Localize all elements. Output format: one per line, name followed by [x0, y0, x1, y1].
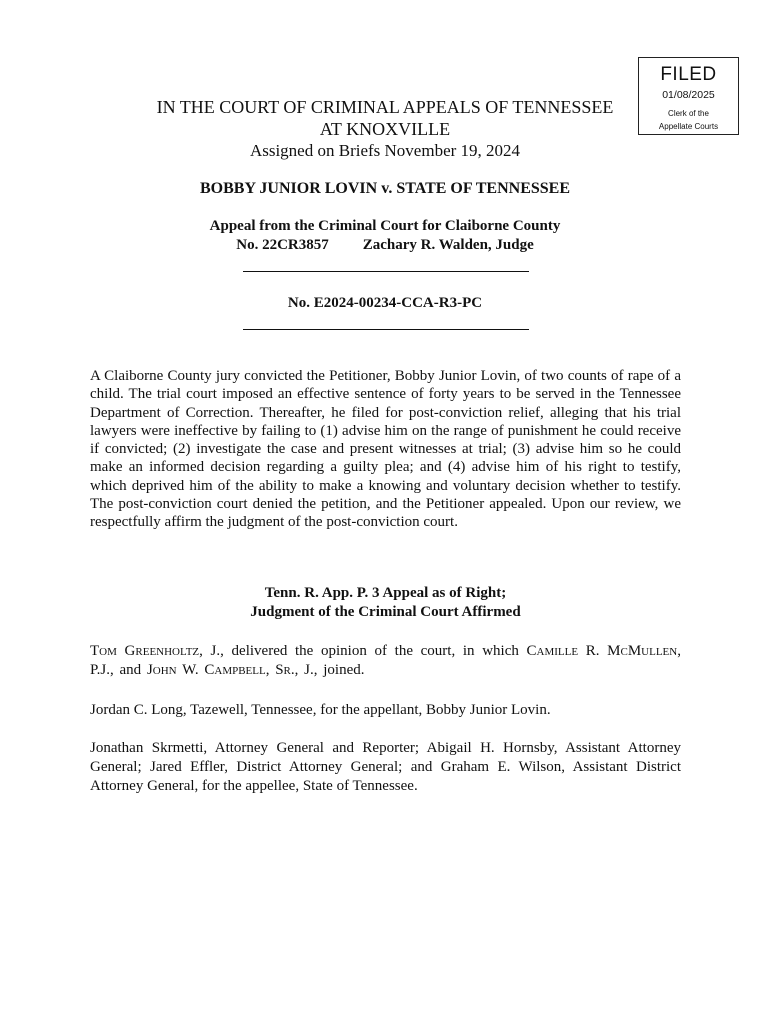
docket-number: No. E2024-00234-CCA-R3-PC: [287, 295, 483, 311]
filed-stamp-courts-line: Appellate Courts: [658, 122, 719, 131]
counsel-appellant: Jordan C. Long, Tazewell, Tennessee, for the appellant, Bobby Junior Lovin.: [90, 702, 551, 718]
filed-stamp-date: 01/08/2025: [662, 89, 715, 101]
appeal-from: Appeal from the Criminal Court for Claiborne County: [209, 218, 561, 234]
joining-text: , P.J., and: [90, 643, 681, 678]
opinion-author-paragraph: [90, 642, 681, 680]
court-location: AT KNOXVILLE: [319, 119, 451, 139]
author-text: , J., delivered the opinion of the court, in which: [199, 643, 527, 659]
filed-stamp-title: FILED: [660, 64, 717, 85]
disposition-line-1: Tenn. R. App. P. 3 Appeal as of Right;: [264, 585, 507, 601]
case-caption: BOBBY JUNIOR LOVIN v. STATE OF TENNESSEE: [199, 180, 571, 197]
trial-court-info: [100, 236, 670, 255]
header-divider-top: [243, 271, 529, 272]
disposition-line-2: Judgment of the Criminal Court Affirmed: [250, 604, 521, 620]
trial-judge: Zachary R. Walden, Judge: [362, 237, 534, 253]
case-summary: A Claiborne County jury convicted the Petitioner, Bobby Junior Lovin, of two counts of rape of a child. The trial court imposed an effective sentence of forty years to be served in the Tennessee Department of Correction. Thereafter, he filed for post-conviction relief, alleging that his trial lawyers were ineffective by failing to (1) advise him on the range of punishment he could receive if convicted; (2) investigate the case and present witnesses at trial; (3) advise him so he could make an informed decision regarding a guilty plea; and (4) advise him of his right to testify, which deprived him of the ability to make a knowing and voluntary decision whether to testify. The post-conviction court denied the petition, and the Petitioner appealed. Upon our review, we respectfully affirm the judgment of the post-conviction court.: [90, 368, 681, 531]
author-judge-name: Tom Greenholtz: [90, 643, 200, 659]
trial-case-number: No. 22CR3857: [236, 237, 329, 253]
joining-judge-2: John W. Campbell, Sr.: [146, 662, 295, 678]
counsel-appellee: Jonathan Skrmetti, Attorney General and Reporter; Abigail H. Hornsby, Assistant Attorney General; Jared Effler, District Attorney General; and Graham E. Wilson, Assistant District Attorney General, for the appellee, State of Tennessee.: [90, 740, 681, 794]
header-divider-bottom: [243, 329, 529, 330]
joining-judge-1: Camille R. McMullen: [526, 643, 678, 659]
joined-text: , J., joined.: [294, 662, 365, 678]
filed-stamp-clerk-line: Clerk of the: [668, 109, 709, 118]
court-name: IN THE COURT OF CRIMINAL APPEALS OF TENNESSEE: [156, 97, 614, 117]
assigned-on-briefs: Assigned on Briefs November 19, 2024: [249, 141, 521, 160]
